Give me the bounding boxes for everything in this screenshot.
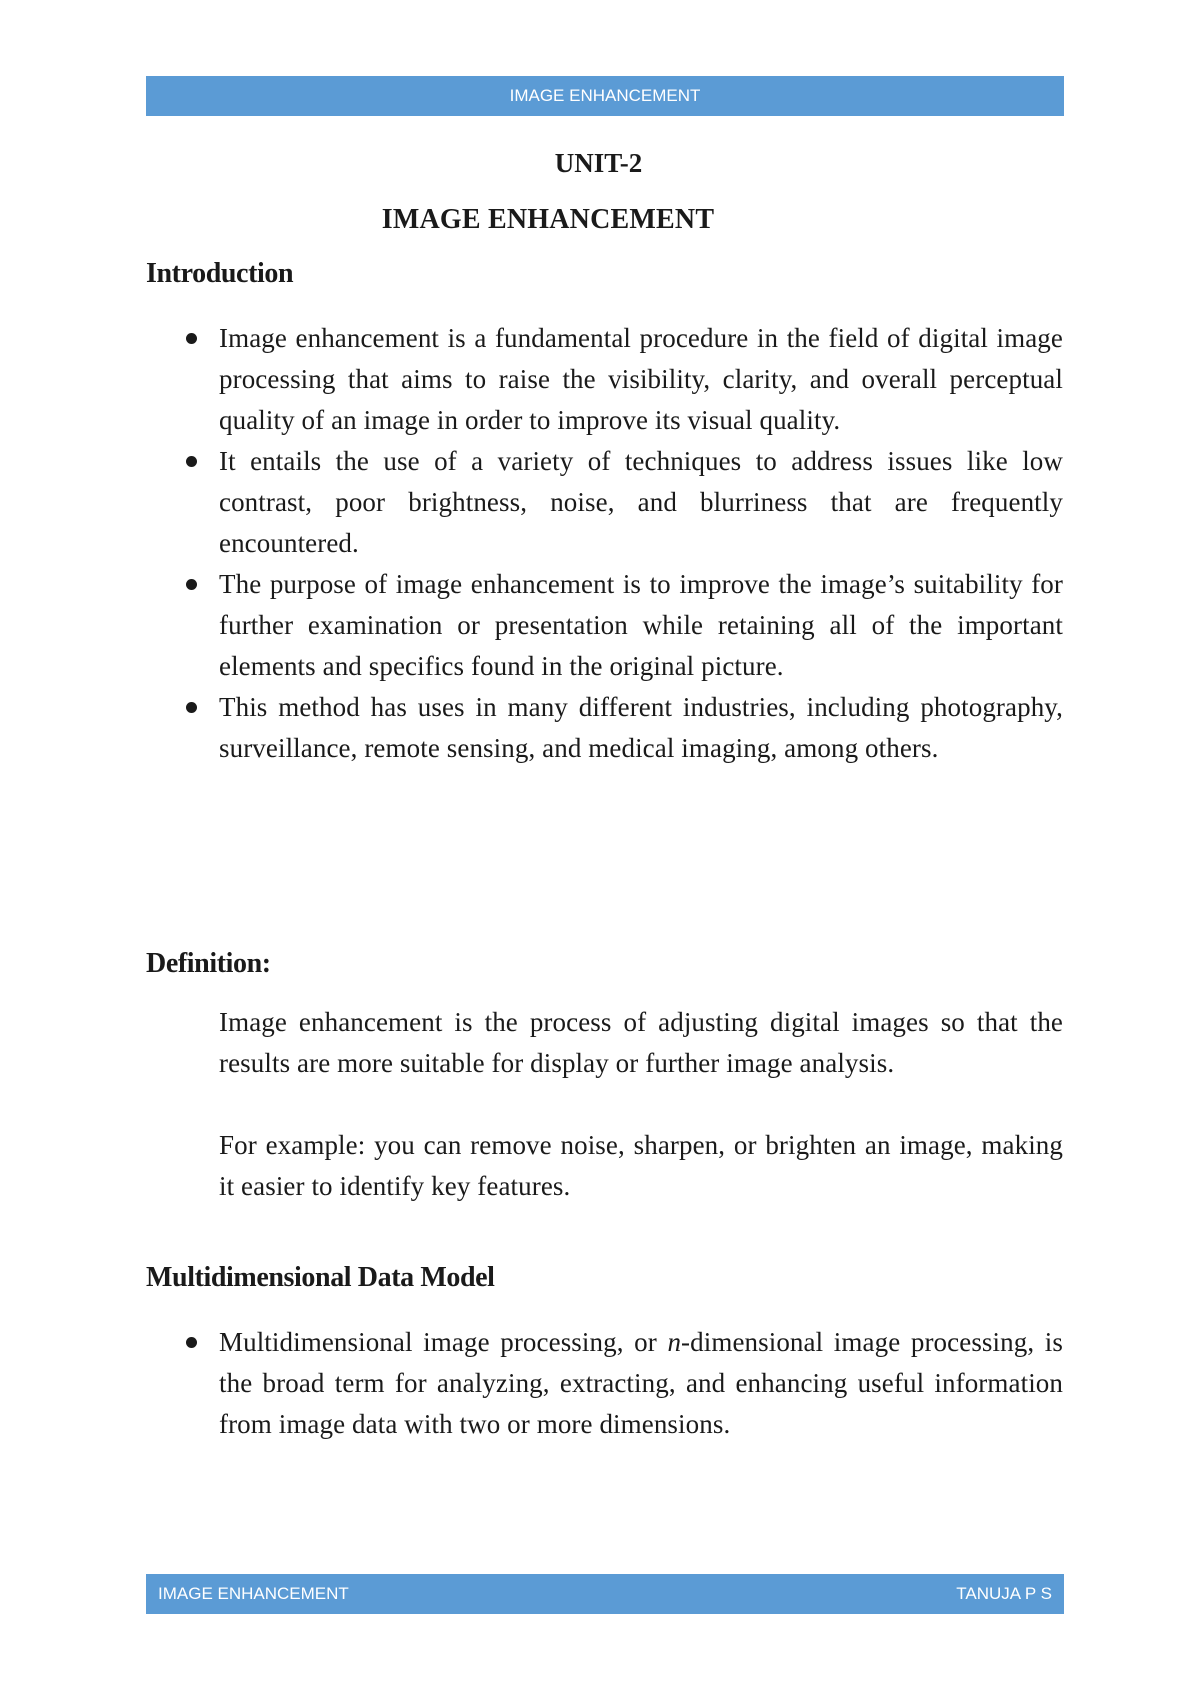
introduction-heading: Introduction (146, 258, 294, 289)
page-header-band (146, 76, 1064, 116)
multidimensional-heading: Multidimensional Data Model (146, 1262, 495, 1293)
page-footer-band (146, 1574, 1064, 1614)
list-item: This method has uses in many different industries, including photography, surveillance, remote sensing, and medical imaging, among others. (219, 687, 1063, 769)
unit-label: UNIT-2 (554, 148, 643, 178)
bullet-icon (186, 1337, 197, 1348)
definition-paragraph: Image enhancement is the process of adjusting digital images so that the results are more suitable for display or further image analysis. (219, 1007, 1063, 1078)
n-variable: n (667, 1327, 682, 1357)
bullet-icon (186, 702, 197, 713)
document-title: IMAGE ENHANCEMENT (381, 204, 715, 235)
bullet-icon (186, 579, 197, 590)
list-item: The purpose of image enhancement is to improve the image’s suitability for further examination or presentation while retaining all of the important elements and specifics found in the original picture. (219, 564, 1063, 687)
footer-title: IMAGE ENHANCEMENT (158, 1584, 349, 1603)
list-item: Image enhancement is a fundamental procedure in the field of digital image processing that aims to raise the visibility, clarity, and overall perceptual quality of an image in order to improve its visual quality. (219, 318, 1063, 441)
list-item: Multidimensional image processing, or n-dimensional image processing, is the broad term for analyzing, extracting, and enhancing useful information from image data with two or more dimensions. (219, 1322, 1063, 1445)
multidimensional-list (219, 1322, 1063, 1445)
bullet-icon (186, 333, 197, 344)
definition-heading: Definition: (146, 948, 271, 979)
definition-example: For example: you can remove noise, sharpen, or brighten an image, making it easier to identify key features. (219, 1130, 1063, 1201)
introduction-list (219, 318, 1063, 769)
list-item: It entails the use of a variety of techniques to address issues like low contrast, poor brightness, noise, and blurriness that are frequently encountered. (219, 441, 1063, 564)
header-text: IMAGE ENHANCEMENT (509, 86, 701, 105)
bullet-icon (186, 456, 197, 467)
footer-author: TANUJA P S (956, 1584, 1052, 1603)
